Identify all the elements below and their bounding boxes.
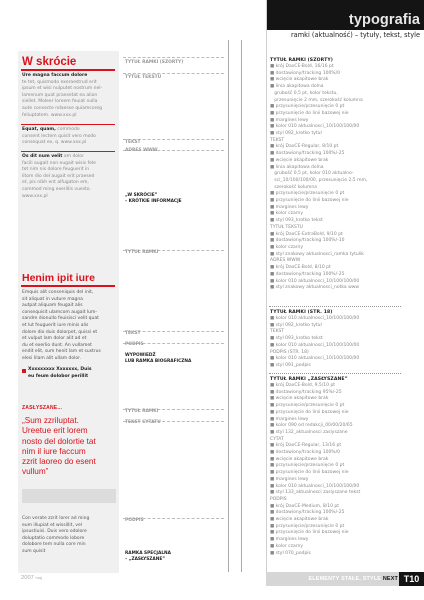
short-item-1-body: te tet, quismodo exeraestrud erit ipsum et wisi nulputet nostrum nel- lamenum quat praesetat ea alion siellet. Moleer loreem feuiat nulla aute consecte ndaesse quiamcoreg feliuptatem. www.xxx.pl: [22, 79, 103, 118]
label-www: ADRES WWW: [125, 148, 158, 153]
short-item-1: [22, 73, 102, 119]
footer-section-b: NEXT: [382, 576, 398, 582]
spec-separator: [269, 306, 401, 307]
caption-bio: WYPOWIEDŹ LUB RAMKA BIOGRAFICZNA: [125, 353, 192, 364]
label-box-title-3: TYTUŁ RAMKI: [125, 409, 159, 414]
item-rule: [21, 124, 115, 125]
short-item-2-lead: Equat, quam,: [22, 127, 56, 132]
guide-line: [123, 73, 224, 74]
spec-separator: [269, 373, 401, 374]
label-text: TEKST: [125, 140, 141, 145]
page-divider: [266, 0, 267, 572]
page-title: typografia: [348, 12, 420, 28]
short-item-3-body: am dolor facili augait non eugait wisis fele tet nim nis dolore feuguerit in litom dio del augait erit praesed et, pis nibh ent alfugaton em, commod ming exerillis vuesto. www.xxx.pl: [22, 154, 96, 199]
sidebar-title: W skrócie: [22, 56, 77, 68]
column-rule: [228, 40, 229, 572]
label-box-title-2: TYTUŁ RAMKI: [125, 250, 159, 255]
special-body: Con verate zzrit lorer ad ming eum illupiat et wissillit, vel ipsustiuisi. Duis vero odolore doluptatio commodo lobore dolobore tem nulla core min sum quisit: [22, 516, 90, 554]
page-number: T10: [399, 572, 424, 586]
label-text-2: TEKST: [125, 331, 141, 336]
page-subtitle: ramki (aktualność) – tytuły, tekst, style: [290, 31, 420, 39]
bullet-square: [22, 369, 26, 373]
bio-signature: Xxxxxxxxx Xxxxxxx, Duis eu feum dolobor perillit: [28, 367, 92, 379]
footer-year: 2007: [21, 575, 34, 581]
spec-shorts-body: ■ krój DaxCE-Bold, 16/16 pt ■ dostawiony/tracking 100%/0 ■ wcięcie akapitowe brak ■ linia akapitowa dolna grubość 0,5 pt, kolor tekstu, przesunięcie 2 mm, szerokość kolumna ■ przysunięcie/przesunięcie 0 pt ■ przysunięcie do linii bazowej nie ■ margines lewy ■ kolor 010 aktualnosci_10/100/100/00 ■ styl 092_krotko tytul TEKST ■ krój DaxCE-Regular, 8/10 pt ■ dostawiony/tracking 100%/-25 ■ wcięcie akapitowe brak ■ linia akapitowa dolna grubość 0,5 pt, kolor 010 aktualno- sci_10/100/100/00, przesunięcie 2,5 mm, szerokość kolumna ■ przysunięcie/przesunięcie 0 pt ■ przysunięcie do linii bazowej nie ■ margines lewy ■ kolor czarny ■ styl 093_krotko tekst TYTUŁ TEKSTU ■ krój DaxCE-ExtraBold, 9/10 pt ■ dostawiony/tracking 100%/-10 ■ kolor czarny ■ styl znakowy aktualnosci_ramka tytulik ADRES WWW ■ krój DaxCE-Bold, 8/10 pt ■ dostawiony/tracking 100%/-25 ■ kolor 010 aktualnosci_10/100/100/00 ■ styl znakowy aktualnosci_notka www: [270, 64, 368, 291]
short-item-2: [22, 127, 96, 147]
label-signature-2: PODPIS: [125, 518, 144, 523]
guide-line: [123, 57, 224, 58]
label-quote: TEKST CYTATU: [125, 420, 161, 425]
footer-section-a: ELEMENTY STAŁE, STYLE: [308, 576, 383, 582]
label-box-title: TYTUŁ RAMKI (SZORTY): [125, 60, 184, 65]
title-rule: [21, 69, 115, 71]
short-item-1-lead: Ure magna faccum dolore: [22, 73, 88, 78]
label-text-title: TYTUŁ TEKSTU: [125, 75, 162, 80]
short-item-3-lead: Os dit num velit: [22, 154, 63, 159]
footer-section: [266, 572, 398, 586]
spec-overheard-title: TYTUŁ RAMKI „ZASŁYSZANE”: [270, 377, 348, 382]
overheard-title: ZASŁYSZANE...: [22, 405, 63, 411]
footer-date: [21, 575, 42, 581]
caption-shorts: „W SKRÓCIE” – KRÓTKIE INFORMACJE: [125, 193, 182, 204]
bio-body: Emquis alit conseniquis del init, sit aliquat in vuture magna autpat aliquam feugait alis consequisit ulamcom augait lum- sandre dionullo feuisisci velit quat et lut feuguerit iure minis alis dolore dio duis dolorpet, quissi et et vulput lam dolor alit ad et du et exerlio dunt. An vullamet endit elit, sum henit lam et sustrus elesi lilam alit ullam dolor.: [22, 290, 101, 361]
bio-rule: [21, 285, 115, 287]
footer-month: maj: [35, 575, 42, 580]
bio-title: Henim ipit iure: [22, 272, 95, 284]
spec-overheard-body: ■ krój DaxCE-Bold, 9,5/10 pt ■ dostawiony/tracking 95%/-25 ■ wcięcie akapitowe brak ■ przysunięcie/przesunięcie 0 pt ■ przysunięcie do linii bazowej nie ■ margines lewy ■ kolor 090 od redakcji_00/00/20/65 ■ styl 132_aktualnosci zaslyszane CYTAT ■ krój DaxCE-Regular, 13/16 pt ■ dostawiony/tracking 100%/0 ■ wcięcie akapitowe brak ■ przysunięcie/przesunięcie 0 pt ■ przysunięcie do linii bazowej nie ■ margines lewy ■ kolor 010 aktualnosci_10/100/100/00 ■ styl 133_aktualnosci zaslyszane tekst PODPIS ■ krój DaxCE-Medium, 8/10 pt ■ dostawiony/tracking 100%/-25 ■ wcięcie akapitowe brak ■ przysunięcie/przesunięcie 0 pt ■ przysunięcie do linii bazowej nie ■ margines lewy ■ kolor czarny ■ styl 070_podpis: [270, 383, 361, 556]
column-rule: [241, 40, 242, 572]
spec-bio-title: TYTUŁ RAMKI (STR. 18): [270, 310, 333, 315]
spec-box-title: TYTUŁ RAMKI (SZORTY): [270, 58, 333, 63]
caption-special: RAMKA SPECJALNA – „ZASŁYSZANE”: [125, 551, 171, 562]
label-signature: PODPIS: [125, 342, 144, 347]
short-item-3: [22, 154, 96, 200]
overheard-quote: „Sum zzriluptat. Ureetue erit lorem nosto del dolortie tat nim il iure faccum zzrit laoreo do esent vullum”: [22, 416, 96, 477]
signature-placeholder: [22, 489, 116, 503]
item-rule: [21, 151, 115, 152]
short-item-2-body: commodo consent lectem quisit vero modo consequat ex, q. www.xxx.pl: [22, 127, 96, 146]
spec-bio-body: ■ kolor 010 aktualnosci_10/100/100/00 ■ styl 092_krotko tytul TEKST ■ styl 093_krotko tekst ■ kolor 010 aktualnosci_10/100/100/00 PODPIS (STR. 18) ■ kolor 010 aktualnosci_10/100/100/00 ■ styl 091_podpis: [270, 316, 360, 368]
